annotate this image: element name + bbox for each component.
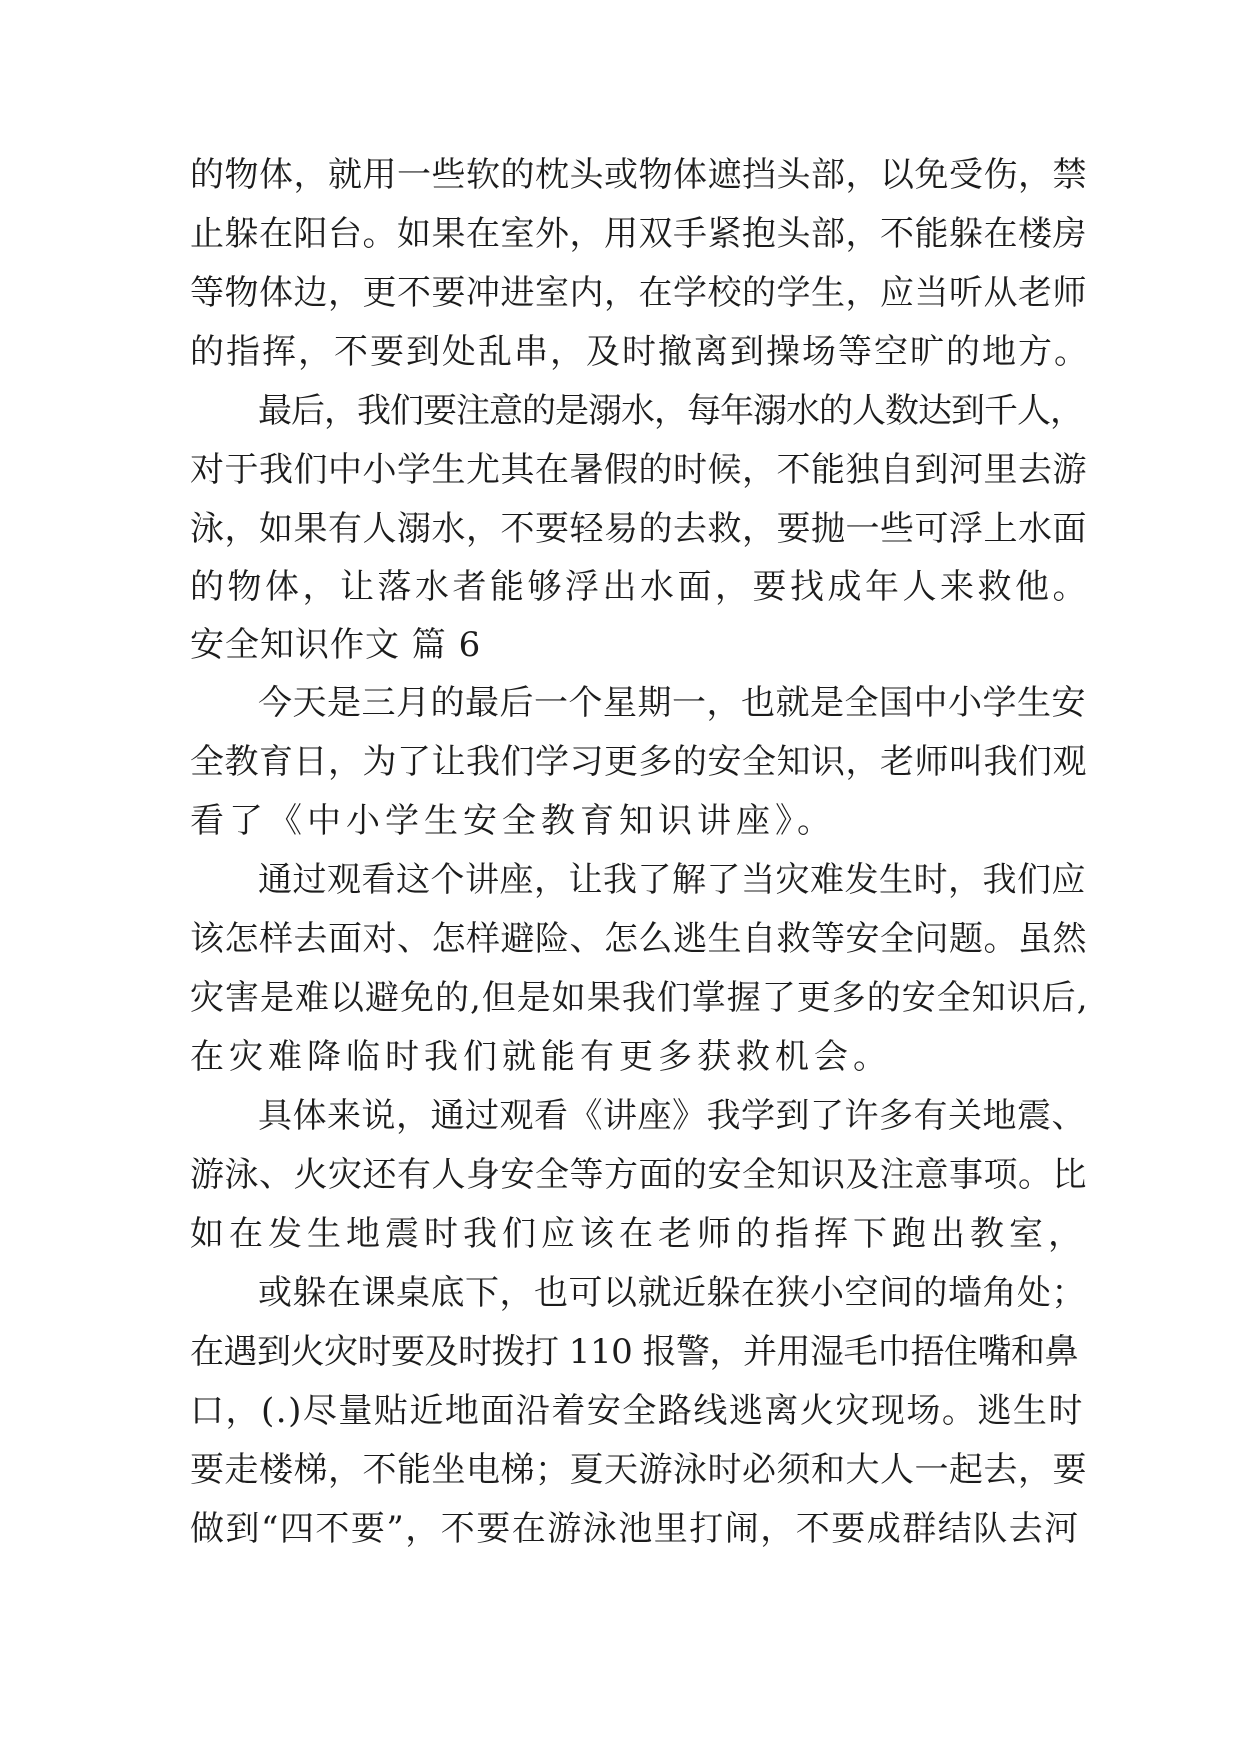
paragraph-start-line: 具体来说，通过观看《讲座》我学到了许多有关地震、: [258, 1096, 1086, 1136]
text-line: 全教育日，为了让我们学习更多的安全知识，老师叫我们观: [190, 742, 1087, 782]
text-line: 口，(.)尽量贴近地面沿着安全路线逃离火灾现场。逃生时: [190, 1391, 1084, 1431]
text-line: 在遇到火灾时要及时拨打 110 报警，并用湿毛巾捂住嘴和鼻: [190, 1332, 1079, 1372]
text-line: 泳，如果有人溺水，不要轻易的去救，要抛一些可浮上水面: [190, 509, 1087, 549]
text-line: 游泳、火灾还有人身安全等方面的安全知识及注意事项。比: [190, 1155, 1087, 1195]
text-line: 在灾难降临时我们就能有更多获救机会。: [190, 1037, 892, 1077]
text-line: 对于我们中小学生尤其在暑假的时候，不能独自到河里去游: [190, 450, 1087, 490]
text-line: 的物体，让落水者能够浮出水面，要找成年人来救他。: [190, 567, 1090, 607]
section-heading: 安全知识作文 篇 6: [190, 625, 482, 665]
text-line: 做到“四不要”，不要在游泳池里打闹，不要成群结队去河: [190, 1509, 1080, 1549]
text-line: 止躲在阳台。如果在室外，用双手紧抱头部，不能躲在楼房: [190, 214, 1087, 254]
text-line: 看了《中小学生安全教育知识讲座》。: [190, 801, 836, 841]
text-line: 要走楼梯，不能坐电梯；夏天游泳时必须和大人一起去，要: [190, 1450, 1087, 1490]
text-line: 等物体边，更不要冲进室内，在学校的学生，应当听从老师: [190, 273, 1087, 313]
paragraph-start-line: 最后，我们要注意的是溺水，每年溺水的人数达到千人，: [258, 391, 1083, 431]
text-line: 的物体，就用一些软的枕头或物体遮挡头部，以免受伤，禁: [190, 155, 1087, 195]
paragraph-start-line: 通过观看这个讲座，让我了解了当灾难发生时，我们应: [258, 860, 1086, 900]
text-line: 该怎样去面对、怎样避险、怎么逃生自救等安全问题。虽然: [190, 919, 1087, 959]
text-line: 如在发生地震时我们应该在老师的指挥下跑出教室，: [190, 1214, 1087, 1254]
text-line: 灾害是难以避免的,但是如果我们掌握了更多的安全知识后,: [190, 978, 1089, 1018]
paragraph-start-line: 或躲在课桌底下，也可以就近躲在狭小空间的墙角处；: [258, 1273, 1086, 1313]
text-line: 的指挥，不要到处乱串，及时撤离到操场等空旷的地方。: [190, 332, 1090, 372]
paragraph-start-line: 今天是三月的最后一个星期一，也就是全国中小学生安: [258, 683, 1086, 723]
